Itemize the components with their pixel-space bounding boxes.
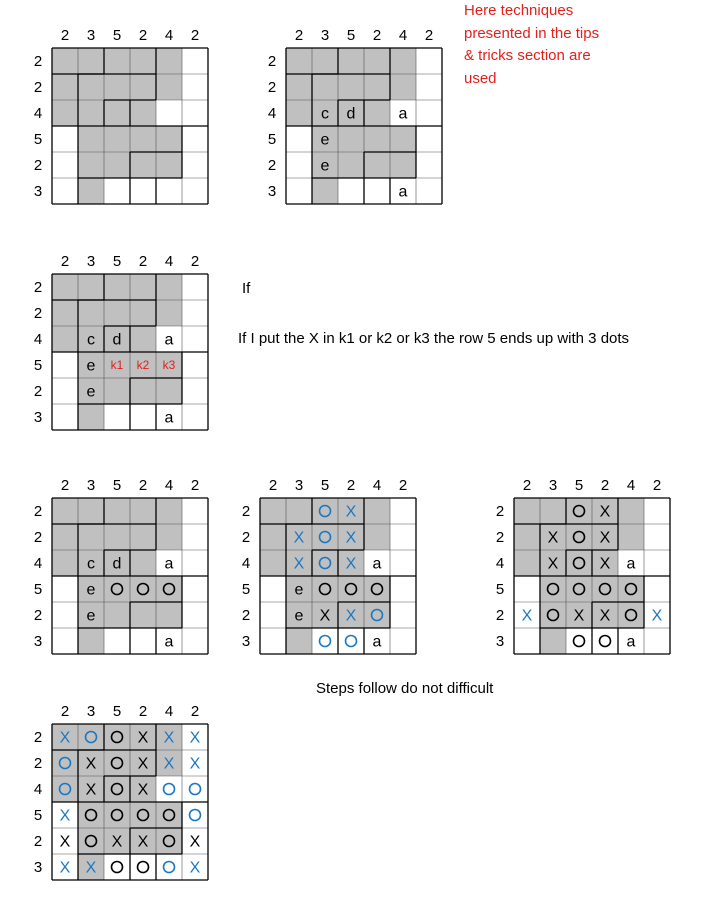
cross-mark: X [345, 529, 357, 547]
shaded-cell [78, 74, 104, 100]
cross-mark: X [85, 755, 97, 773]
cross-mark: X [189, 859, 201, 877]
shaded-cell [104, 300, 130, 326]
column-clue: 2 [138, 253, 148, 270]
shaded-cell [52, 750, 78, 776]
dot-mark [190, 810, 201, 821]
shaded-cell [130, 802, 156, 828]
cell-label: e [86, 383, 96, 401]
shaded-cell [52, 74, 78, 100]
tips-note-line: presented in the tips [464, 24, 600, 42]
shaded-cell [104, 126, 130, 152]
shaded-cell [52, 100, 78, 126]
shaded-cell [52, 48, 78, 74]
shaded-cell [130, 378, 156, 404]
shaded-cell [312, 498, 338, 524]
shaded-cell [156, 828, 182, 854]
column-clue: 2 [294, 27, 304, 44]
cell-label: k2 [136, 358, 150, 372]
puzzle-grid-p1 [28, 24, 238, 234]
shaded-cell [104, 776, 130, 802]
shaded-cell [52, 274, 78, 300]
shaded-cell [364, 74, 390, 100]
shaded-cell [312, 550, 338, 576]
shaded-cell [130, 602, 156, 628]
column-clue: 5 [112, 477, 122, 494]
cell-label: a [626, 555, 636, 573]
column-clue: 2 [190, 253, 200, 270]
row-clue: 2 [33, 503, 43, 520]
column-clue: 2 [138, 703, 148, 720]
puzzle-svg [28, 700, 238, 910]
cross-mark: X [599, 503, 611, 521]
shaded-cell [156, 524, 182, 550]
row-clue: 2 [33, 607, 43, 624]
column-clue: 2 [60, 253, 70, 270]
shaded-cell [312, 576, 338, 602]
shaded-cell [338, 152, 364, 178]
cell-label: c [87, 555, 95, 573]
cell-label: k1 [110, 358, 124, 372]
tips-note-line: used [464, 69, 497, 87]
shaded-cell [592, 576, 618, 602]
cell-label: d [346, 105, 356, 123]
row-clue: 5 [33, 131, 43, 148]
shaded-cell [566, 524, 592, 550]
column-clue: 5 [574, 477, 584, 494]
if-note: If [242, 280, 251, 297]
shaded-cell [78, 724, 104, 750]
column-clue: 2 [268, 477, 278, 494]
cell-label: a [372, 555, 382, 573]
shaded-cell [540, 498, 566, 524]
row-clue: 2 [33, 383, 43, 400]
shaded-cell [540, 602, 566, 628]
tips-note [464, 0, 694, 90]
shaded-cell [312, 48, 338, 74]
shaded-cell [52, 776, 78, 802]
puzzle-svg [28, 24, 238, 234]
row-clue: 2 [267, 79, 277, 96]
puzzle-svg [490, 474, 700, 684]
puzzle-grid-p3 [28, 250, 238, 460]
shaded-cell [156, 602, 182, 628]
shaded-cell [130, 74, 156, 100]
shaded-cell [104, 750, 130, 776]
row-clue: 2 [33, 53, 43, 70]
row-clue: 2 [495, 503, 505, 520]
shaded-cell [78, 178, 104, 204]
shaded-cell [130, 524, 156, 550]
cell-label: c [87, 331, 95, 349]
row-clue: 3 [495, 633, 505, 650]
puzzle-svg [28, 250, 238, 460]
cross-mark: X [59, 807, 71, 825]
shaded-cell [104, 498, 130, 524]
shaded-cell [364, 576, 390, 602]
cross-mark: X [163, 729, 175, 747]
dot-mark [346, 636, 357, 647]
shaded-cell [364, 152, 390, 178]
column-clue: 3 [86, 703, 96, 720]
shaded-cell [52, 550, 78, 576]
shaded-cell [618, 602, 644, 628]
cell-label: e [320, 131, 330, 149]
column-clue: 3 [86, 477, 96, 494]
row-clue: 3 [33, 859, 43, 876]
cross-mark: X [573, 607, 585, 625]
shaded-cell [618, 524, 644, 550]
column-clue: 4 [164, 253, 174, 270]
shaded-cell [156, 802, 182, 828]
column-clue: 2 [190, 27, 200, 44]
tips-note-line: & tricks section are [464, 47, 591, 64]
cross-mark: X [345, 503, 357, 521]
shaded-cell [78, 152, 104, 178]
shaded-cell [260, 524, 286, 550]
cross-mark: X [59, 729, 71, 747]
dot-mark [138, 862, 149, 873]
cross-mark: X [547, 529, 559, 547]
cell-label: k3 [162, 358, 176, 372]
cross-mark: X [599, 555, 611, 573]
puzzle-grid-p4 [28, 474, 238, 684]
row-clue: 2 [33, 529, 43, 546]
row-clue: 5 [267, 131, 277, 148]
cross-mark: X [599, 607, 611, 625]
shaded-cell [104, 524, 130, 550]
row-clue: 2 [241, 607, 251, 624]
column-clue: 2 [372, 27, 382, 44]
cross-mark: X [319, 607, 331, 625]
row-clue: 2 [33, 79, 43, 96]
shaded-cell [286, 498, 312, 524]
column-clue: 3 [320, 27, 330, 44]
shaded-cell [78, 48, 104, 74]
cross-mark: X [85, 781, 97, 799]
cell-label: a [164, 331, 174, 349]
shaded-cell [390, 126, 416, 152]
row-clue: 2 [495, 607, 505, 624]
column-clue: 2 [190, 703, 200, 720]
shaded-cell [78, 828, 104, 854]
puzzle-grid-p5 [236, 474, 446, 684]
column-clue: 2 [138, 27, 148, 44]
shaded-cell [156, 48, 182, 74]
shaded-cell [364, 524, 390, 550]
cell-label: e [86, 581, 96, 599]
puzzle-grid-p2 [262, 24, 472, 234]
row-clue: 5 [33, 357, 43, 374]
cell-label: e [86, 607, 96, 625]
cross-mark: X [137, 833, 149, 851]
puzzle-svg [236, 474, 446, 684]
cell-label: e [86, 357, 96, 375]
row-clue: 4 [267, 105, 277, 122]
shaded-cell [130, 300, 156, 326]
cell-label: e [294, 607, 304, 625]
cross-mark: X [189, 729, 201, 747]
column-clue: 5 [320, 477, 330, 494]
shaded-cell [104, 152, 130, 178]
row-clue: 5 [241, 581, 251, 598]
shaded-cell [390, 74, 416, 100]
shaded-cell [156, 300, 182, 326]
row-clue: 2 [33, 729, 43, 746]
row-clue: 3 [241, 633, 251, 650]
row-clue: 4 [33, 331, 43, 348]
shaded-cell [338, 74, 364, 100]
shaded-cell [104, 74, 130, 100]
cell-label: a [398, 105, 408, 123]
shaded-cell [104, 724, 130, 750]
shaded-cell [566, 576, 592, 602]
cross-mark: X [189, 755, 201, 773]
row-clue: 2 [267, 53, 277, 70]
explanation-note: If I put the X in k1 or k2 or k3 the row 5 ends up with 3 dots [238, 330, 630, 347]
column-clue: 3 [294, 477, 304, 494]
cross-mark: X [547, 555, 559, 573]
shaded-cell [364, 48, 390, 74]
shaded-cell [260, 498, 286, 524]
cross-mark: X [345, 607, 357, 625]
steps-note: Steps follow do not difficult [316, 680, 494, 697]
row-clue: 3 [33, 409, 43, 426]
row-clue: 3 [267, 183, 277, 200]
column-clue: 3 [548, 477, 558, 494]
shaded-cell [364, 126, 390, 152]
cross-mark: X [651, 607, 663, 625]
shaded-cell [364, 498, 390, 524]
shaded-cell [78, 126, 104, 152]
column-clue: 4 [626, 477, 636, 494]
shaded-cell [78, 404, 104, 430]
cell-label: c [321, 105, 329, 123]
shaded-cell [312, 178, 338, 204]
cell-label: a [398, 183, 408, 201]
dot-mark [600, 636, 611, 647]
shaded-cell [104, 802, 130, 828]
shaded-cell [514, 550, 540, 576]
shaded-cell [156, 152, 182, 178]
shaded-cell [78, 524, 104, 550]
shaded-cell [156, 126, 182, 152]
dot-mark [164, 784, 175, 795]
column-clue: 2 [522, 477, 532, 494]
row-clue: 2 [241, 503, 251, 520]
shaded-cell [78, 300, 104, 326]
shaded-cell [390, 48, 416, 74]
shaded-cell [156, 576, 182, 602]
cell-label: d [112, 555, 122, 573]
shaded-cell [156, 74, 182, 100]
cross-mark: X [599, 529, 611, 547]
cross-mark: X [189, 833, 201, 851]
column-clue: 2 [652, 477, 662, 494]
shaded-cell [156, 378, 182, 404]
shaded-cell [78, 100, 104, 126]
column-clue: 2 [60, 477, 70, 494]
cross-mark: X [137, 729, 149, 747]
shaded-cell [130, 48, 156, 74]
cell-label: a [164, 409, 174, 427]
column-clue: 2 [190, 477, 200, 494]
column-clue: 2 [138, 477, 148, 494]
dot-mark [574, 636, 585, 647]
shaded-cell [390, 152, 416, 178]
shaded-cell [156, 274, 182, 300]
shaded-cell [312, 524, 338, 550]
shaded-cell [338, 126, 364, 152]
puzzle-svg [28, 474, 238, 684]
row-clue: 2 [495, 529, 505, 546]
shaded-cell [364, 100, 390, 126]
shaded-cell [364, 602, 390, 628]
cell-label: a [164, 633, 174, 651]
puzzle-grid-p6 [490, 474, 700, 684]
cell-label: a [626, 633, 636, 651]
cross-mark: X [59, 859, 71, 877]
row-clue: 4 [33, 555, 43, 572]
cross-mark: X [137, 755, 149, 773]
column-clue: 4 [164, 27, 174, 44]
cell-label: e [320, 157, 330, 175]
shaded-cell [52, 524, 78, 550]
column-clue: 5 [112, 27, 122, 44]
shaded-cell [104, 576, 130, 602]
cross-mark: X [137, 781, 149, 799]
cross-mark: X [293, 529, 305, 547]
row-clue: 2 [241, 529, 251, 546]
cross-mark: X [521, 607, 533, 625]
row-clue: 2 [33, 157, 43, 174]
cell-label: a [164, 555, 174, 573]
column-clue: 5 [112, 703, 122, 720]
row-clue: 4 [33, 781, 43, 798]
column-clue: 2 [600, 477, 610, 494]
row-clue: 4 [495, 555, 505, 572]
row-clue: 5 [33, 581, 43, 598]
column-clue: 4 [164, 477, 174, 494]
shaded-cell [104, 48, 130, 74]
cross-mark: X [293, 555, 305, 573]
row-clue: 2 [267, 157, 277, 174]
shaded-cell [130, 126, 156, 152]
row-clue: 5 [33, 807, 43, 824]
shaded-cell [78, 802, 104, 828]
row-clue: 5 [495, 581, 505, 598]
cross-mark: X [111, 833, 123, 851]
row-clue: 2 [33, 305, 43, 322]
shaded-cell [514, 498, 540, 524]
column-clue: 5 [346, 27, 356, 44]
shaded-cell [130, 274, 156, 300]
row-clue: 2 [33, 833, 43, 850]
dot-mark [112, 862, 123, 873]
shaded-cell [130, 152, 156, 178]
row-clue: 2 [33, 755, 43, 772]
shaded-cell [78, 628, 104, 654]
shaded-cell [260, 550, 286, 576]
shaded-cell [130, 550, 156, 576]
column-clue: 2 [424, 27, 434, 44]
column-clue: 4 [164, 703, 174, 720]
shaded-cell [514, 524, 540, 550]
dot-mark [164, 862, 175, 873]
shaded-cell [104, 602, 130, 628]
shaded-cell [566, 550, 592, 576]
shaded-cell [104, 274, 130, 300]
shaded-cell [338, 576, 364, 602]
column-clue: 2 [346, 477, 356, 494]
column-clue: 5 [112, 253, 122, 270]
puzzle-grid-p7 [28, 700, 238, 910]
puzzle-svg [262, 24, 472, 234]
column-clue: 2 [60, 703, 70, 720]
row-clue: 4 [241, 555, 251, 572]
shaded-cell [130, 100, 156, 126]
shaded-cell [566, 498, 592, 524]
shaded-cell [618, 498, 644, 524]
shaded-cell [52, 326, 78, 352]
shaded-cell [286, 100, 312, 126]
cell-label: e [294, 581, 304, 599]
shaded-cell [286, 74, 312, 100]
shaded-cell [78, 274, 104, 300]
shaded-cell [130, 576, 156, 602]
cross-mark: X [345, 555, 357, 573]
tips-note-line: Here techniques [464, 2, 574, 19]
row-clue: 4 [33, 105, 43, 122]
dot-mark [190, 784, 201, 795]
shaded-cell [618, 576, 644, 602]
shaded-cell [540, 576, 566, 602]
column-clue: 3 [86, 253, 96, 270]
column-clue: 4 [372, 477, 382, 494]
cell-label: a [372, 633, 382, 651]
shaded-cell [104, 378, 130, 404]
shaded-cell [156, 498, 182, 524]
column-clue: 4 [398, 27, 408, 44]
row-clue: 2 [33, 279, 43, 296]
shaded-cell [286, 628, 312, 654]
cross-mark: X [59, 833, 71, 851]
shaded-cell [52, 300, 78, 326]
cross-mark: X [85, 859, 97, 877]
shaded-cell [52, 498, 78, 524]
shaded-cell [130, 498, 156, 524]
shaded-cell [540, 628, 566, 654]
row-clue: 3 [33, 633, 43, 650]
row-clue: 3 [33, 183, 43, 200]
cross-mark: X [163, 755, 175, 773]
shaded-cell [78, 498, 104, 524]
column-clue: 3 [86, 27, 96, 44]
shaded-cell [286, 48, 312, 74]
shaded-cell [130, 326, 156, 352]
shaded-cell [104, 100, 130, 126]
shaded-cell [338, 48, 364, 74]
dot-mark [320, 636, 331, 647]
shaded-cell [312, 74, 338, 100]
cell-label: d [112, 331, 122, 349]
column-clue: 2 [60, 27, 70, 44]
column-clue: 2 [398, 477, 408, 494]
